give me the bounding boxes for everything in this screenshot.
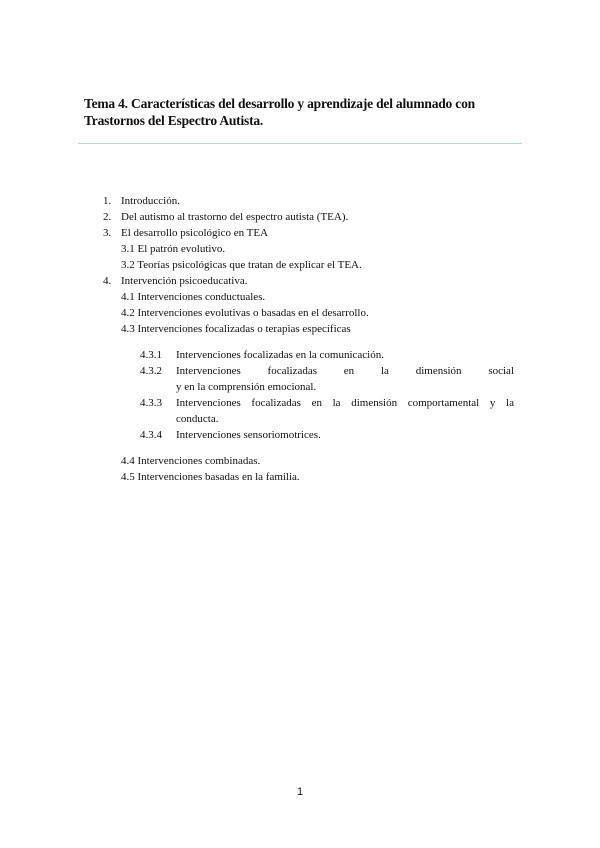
toc-subsubitem-text: Intervenciones sensoriomotrices. [176, 429, 321, 441]
toc-subitem-text: 4.2 Intervenciones evolutivas o basadas en el desarrollo. [121, 307, 369, 319]
toc-subsubitem-text: Intervenciones focalizadas en la dimensión comportamental y la [176, 397, 514, 409]
toc-subsubitem-number: 4.3.4 [140, 429, 162, 441]
toc-subitem-text: 4.5 Intervenciones basadas en la familia. [121, 471, 300, 483]
toc-item-text: Del autismo al trastorno del espectro autista (TEA). [121, 211, 349, 223]
toc-subsubitem-number: 4.3.1 [140, 349, 162, 361]
toc-subsubitem-text: Intervenciones focalizadas en la dimensión social [176, 365, 514, 377]
toc-item-text: Intervención psicoeducativa. [121, 275, 248, 287]
toc-item-number: 3. [103, 227, 112, 239]
toc-subitem-text: 3.2 Teorías psicológicas que tratan de explicar el TEA. [121, 259, 362, 271]
document-title: Tema 4. Características del desarrollo y aprendizaje del alumnado con Trastornos del Espectro Autista. [84, 96, 475, 128]
toc-subsubitem-number: 4.3.3 [140, 397, 162, 409]
toc-item-number: 1. [103, 195, 112, 207]
toc-subitem-text: 4.3 Intervenciones focalizadas o terapias específicas [121, 323, 351, 335]
toc-subitem-text: 3.1 El patrón evolutivo. [121, 243, 226, 255]
title-divider [78, 143, 522, 144]
toc-subitem-text: 4.1 Intervenciones conductuales. [121, 291, 266, 303]
toc-item-number: 4. [103, 275, 112, 287]
toc-item-text: Introducción. [121, 195, 180, 207]
toc-item-number: 2. [103, 211, 112, 223]
toc-item-text: El desarrollo psicológico en TEA [121, 227, 269, 239]
toc-subitem-text: 4.4 Intervenciones combinadas. [121, 455, 261, 467]
toc-subsubitem-text-cont: y en la comprensión emocional. [176, 381, 317, 393]
toc-subsubitem-text-cont: conducta. [176, 413, 219, 425]
page-number: 1 [296, 786, 304, 798]
toc-subsubitem-text: Intervenciones focalizadas en la comunicación. [176, 349, 384, 361]
toc-subsubitem-number: 4.3.2 [140, 365, 162, 377]
